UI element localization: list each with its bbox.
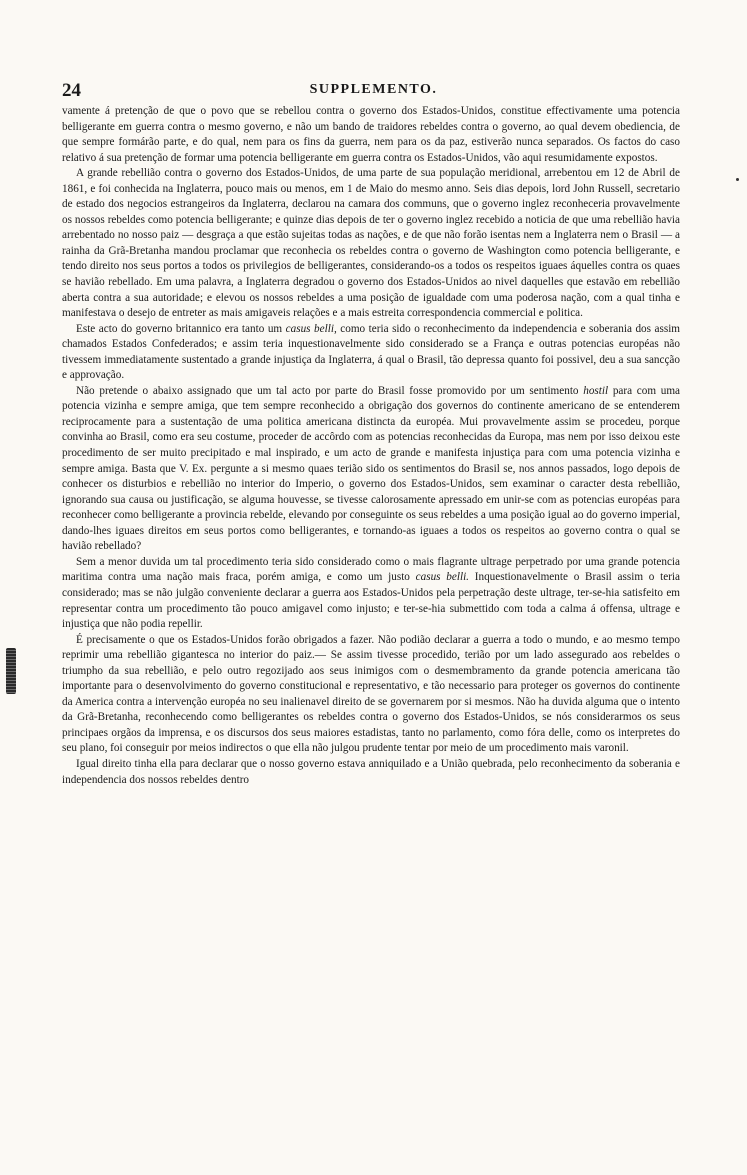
casus-belli-term-2: casus belli. (415, 571, 469, 584)
paragraph-5-part-a: Sem a menor duvida um tal procedimento teria sido considerado como o mais flagrante ultrage perpetrado por uma grande potencia maritima contra uma nação mais fraca, porém amiga, e como um justo (62, 555, 680, 584)
paragraph-5 (62, 555, 680, 633)
paragraph-5-part-b: Inquestionavelmente o Brasil assim o teria considerado; mas se não julgão conveniente declarar a guerra aos Estados-Unidos pela perpetração deste ultrage, ter-se-hia satisfeito em representar contra um procedimento tão pouco amigavel como injusto; e ter-se-hia submettido com toda a calma á offensa, ultrage e injustiça que não podia repellir. (62, 571, 681, 631)
casus-belli-term: casus belli, (285, 322, 337, 335)
paragraph-2: A grande rebellião contra o governo dos Estados-Unidos, de uma parte de sua população meridional, arrebentou em 12 de Abril de 1861, e foi conhecida na Inglaterra, pouco mais ou menos, em 1 de Maio do mesmo anno. Seis dias depois, lord John Russell, secretario de estado dos negocios estrangeiros da Inglaterra, declarou na camara dos communs, que o governo inglez reconheceria provavelmente os nossos rebeldes como potencia belligerante; e quinze dias depois de ter o governo inglez recebido a noticia de que uma rebellião havia arrebentado no nosso paiz — desgraça a que estão sujeitas todas as nações, e de que não forão isentas nem a Inglaterra nem o Brasil — a rainha da Grã-Bretanha mandou proclamar que reconhecia os rebeldes contra o governo de Washington como potencia belligerante, e tendo direito nos seus portos a todos os privilegios de belligerantes, considerando-os a todos os respeitos iguaes áquelles contra os quaes se havião rebellado. Em uma palavra, a Inglaterra degradou o governo dos Estados-Unidos ao nivel daquelles que estavão em rebellião aberta contra a sua autoridade; e elevou os nossos rebeldes a uma posição de igualdade com uma poderosa nação, com a qual tinha e manifestava o desejo de entreter as mais amigaveis relações e a mais estreita correspondencia commercial e politica. (62, 167, 680, 320)
hostil-term: hostil (583, 384, 609, 397)
page-number: 24 (62, 80, 81, 101)
margin-dot (736, 178, 739, 181)
paragraph-3-part-a: Este acto do governo britannico era tanto um (76, 322, 286, 335)
paragraph-7: Igual direito tinha ella para declarar que o nosso governo estava anniquilado e a União quebrada, pelo reconhecimento da soberania e independencia dos nossos rebeldes dentro (62, 757, 680, 786)
running-head: SUPPLEMENTO. (309, 82, 438, 97)
paragraph-6: É precisamente o que os Estados-Unidos forão obrigados a fazer. Não podião declarar a guerra a todo o mundo, e ao mesmo tempo reprimir uma rebellião gigantesca no interior do paiz.— Se assim tivesse procedido, terião por um lado assegurado aos rebeldes o triumpho da sua rebellião, e pelo outro regozijado aos seus inimigos com o desmembramento da grande potencia americana tão importante para o desenvolvimento do governo constitucional e representativo, e tão necessario para proteger os governos do continente da America contra a intervenção européa no seu inalienavel direito de se governarem por si mesmos. Não ha duvida alguma que o intento da Grã-Bretanha, reconhecendo como belligerantes os rebeldes contra o governo dos Estados-Unidos, se nós considerarmos os seus principaes orgãos da imprensa, e os discursos dos seus maiores estadistas, tanto no parlamento, como fóra delle, como os interpretes do seu plano, foi conseguir por meios indirectos o que ella não julgou prudente tentar por meio de um procedimento mais varonil. (62, 633, 680, 755)
body-text (62, 104, 680, 788)
paragraph-3 (62, 322, 680, 384)
paragraph-1: vamente á pretenção de que o povo que se rebellou contra o governo dos Estados-Unidos, constitue effectivamente uma potencia belligerante em guerra contra o mesmo governo, e não um bando de traidores rebeldes contra o governo, ao qual devem obediencia, de que sempre formárão parte, e do qual, nem para os fins da guerra, nem para os da paz, estiverão nunca separados. Os factos do caso relativo á sua pretenção de formar uma potencia belligerante em guerra contra os Estados-Unidos, vão aqui resumidamente expostos. (62, 105, 680, 164)
paragraph-4-part-a: Não pretende o abaixo assignado que um tal acto por parte do Brasil fosse promovido por um sentimento (76, 384, 584, 397)
paragraph-3-part-b: como teria sido o reconhecimento da independencia e soberania dos assim chamados Estados Confederados; e assim teria inquestionavelmente sido considerado se a França e outras potencias européas não tivessem immediatamente sustentado a grande injustiça da Inglaterra, á qual o Brasil, tão depressa quanto foi possivel, deu a sua sancção e approvação. (62, 322, 681, 382)
paragraph-4 (62, 384, 680, 555)
page-header (40, 80, 707, 102)
margin-bracket-mark (6, 648, 16, 694)
paragraph-4-part-b: para com uma potencia vizinha e sempre amiga, que tem sempre reconhecido a obrigação dos governos do continente americano de se entenderem reciprocamente para a sustentação de uma politica americana distincta da européa. Mui provavelmente assim se procedeu, porque convinha ao Brasil, como era seu costume, proceder de accôrdo com as potencias reconhecidas da Europa, mas nem por isso deixou este procedimento de ser muito precipitado e mal inspirado, e um acto de grande e manifesta injustiça para com uma potencia vizinha e sempre amiga. Basta que V. Ex. pergunte a si mesmo quaes terião sido os sentimentos do Brasil se, nos annos passados, logo depois de conhecer os disturbios e rebellião no interior do Imperio, o governo dos Estados-Unidos, sem examinar o caracter desta rebellião, ignorando sua causa ou justificação, se alguma houvesse, se tivesse calorosamente apressado em unir-se com as potencias européas para reconhecer como belligerante a provincia rebelde, elevando por conseguinte os seus rebeldes a uma posição igual ao do governo imperial, dando-lhes iguaes direitos em seus portos como belligerantes, e tornando-as iguaes a todos os respeitos ao governo contra o qual se havião rebellado? (62, 384, 680, 553)
